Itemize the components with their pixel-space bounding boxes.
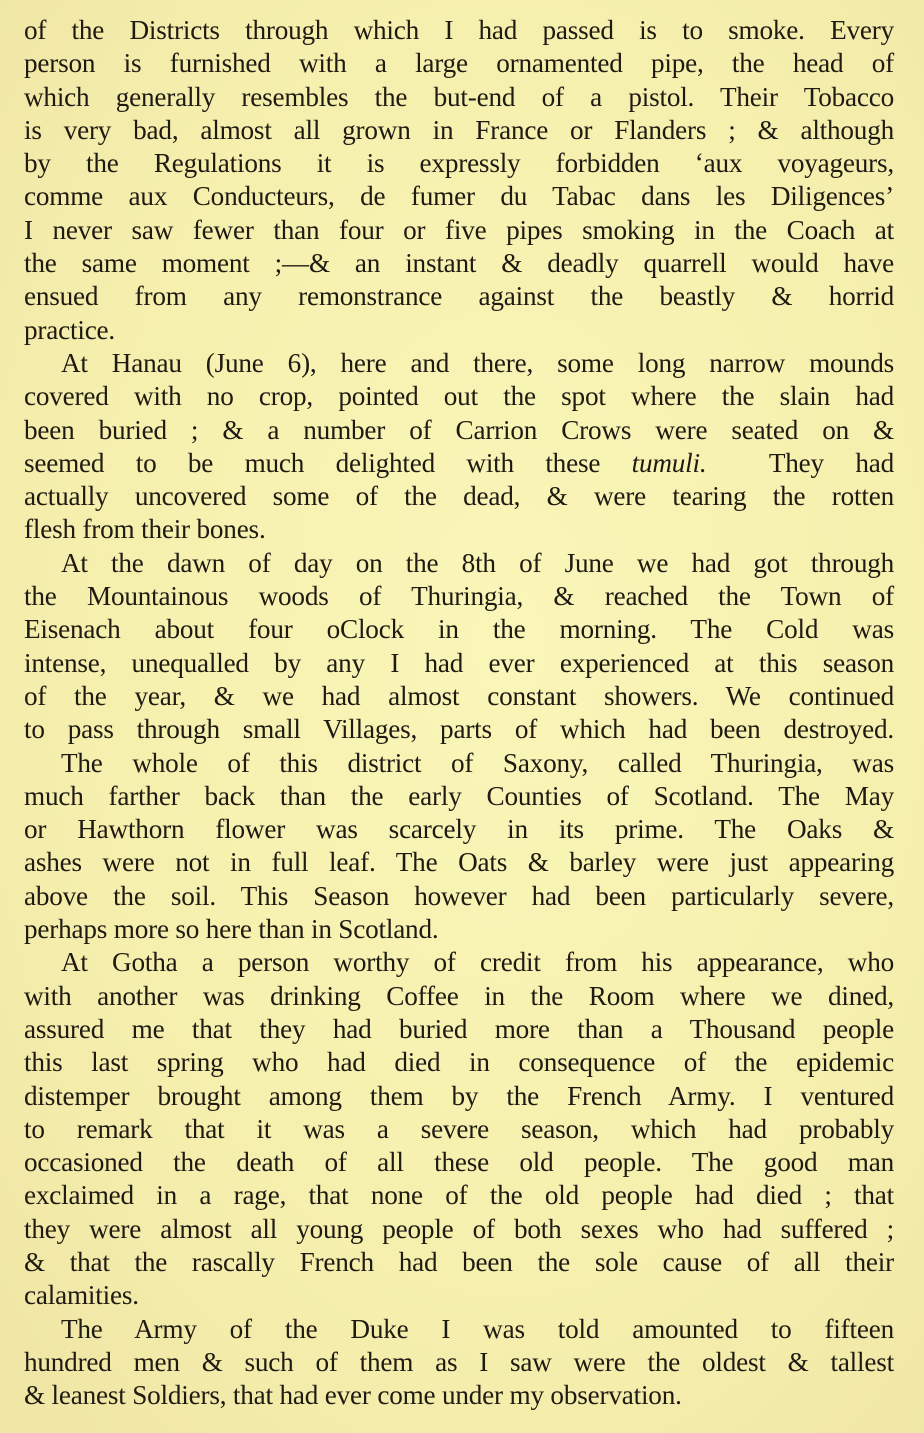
text-segment: seemed to be much delighted with these xyxy=(24,447,632,478)
italic-word: tumuli. xyxy=(631,447,707,478)
text-line: the Mountainous woods of Thuringia, & reached the Town of xyxy=(24,581,894,612)
paragraph xyxy=(24,946,894,1312)
text-line: they were almost all young people of both sexes who had suffered ; xyxy=(24,1213,894,1244)
text-line: assured me that they had buried more than a Thousand people xyxy=(24,1013,894,1044)
text-line: is very bad, almost all grown in France or Flanders ; & although xyxy=(24,114,894,145)
paragraph xyxy=(24,547,894,747)
text-line: this last spring who had died in consequence of the epidemic xyxy=(24,1047,894,1078)
text-line: occasioned the death of all these old people. The good man xyxy=(24,1147,894,1178)
text-line: hundred men & such of them as I saw were the oldest & tallest xyxy=(24,1346,894,1377)
text-line: The Army of the Duke I was told amounted to fifteen xyxy=(61,1313,894,1344)
text-line: perhaps more so here than in Scotland. xyxy=(24,914,439,945)
text-line: covered with no crop, pointed out the spot where the slain had xyxy=(24,381,894,412)
text-line: the same moment ;—& an instant & deadly quarrell would have xyxy=(24,248,894,279)
text-line: Eisenach about four oClock in the morning. The Cold was xyxy=(24,614,894,645)
text-line: above the soil. This Season however had been particularly severe, xyxy=(24,880,894,911)
paragraph xyxy=(24,1313,894,1413)
text-line: ashes were not in full leaf. The Oats & barley were just appearing xyxy=(24,847,894,878)
text-line: flesh from their bones. xyxy=(24,514,266,545)
text-line: with another was drinking Coffee in the Room where we dined, xyxy=(24,980,894,1011)
text-segment: They had xyxy=(706,447,894,478)
text-line: to pass through small Villages, parts of which had been destroyed. xyxy=(24,714,894,745)
paragraph xyxy=(24,14,894,347)
text-line: to remark that it was a severe season, which had probably xyxy=(24,1113,894,1144)
text-line: distemper brought among them by the French Army. I ventured xyxy=(24,1080,894,1111)
text-line: calamities. xyxy=(24,1280,139,1311)
text-line: I never saw fewer than four or five pipes smoking in the Coach at xyxy=(24,214,894,245)
document-page xyxy=(24,14,894,1412)
text-line: practice. xyxy=(24,314,116,345)
text-line: comme aux Conducteurs, de fumer du Tabac dans les Diligences’ xyxy=(24,181,894,212)
text-line: The whole of this district of Saxony, called Thuringia, was xyxy=(61,747,894,778)
text-line: exclaimed in a rage, that none of the old people had died ; that xyxy=(24,1180,894,1211)
text-line: At Hanau (June 6), here and there, some long narrow mounds xyxy=(61,347,894,378)
text-line: At the dawn of day on the 8th of June we had got through xyxy=(61,547,894,578)
text-line: intense, unequalled by any I had ever experienced at this season xyxy=(24,647,894,678)
paragraph xyxy=(24,747,894,947)
text-line xyxy=(24,447,894,480)
text-line: of the year, & we had almost constant showers. We continued xyxy=(24,680,894,711)
text-line: much farther back than the early Counties of Scotland. The May xyxy=(24,780,894,811)
text-line: & that the rascally French had been the sole cause of all their xyxy=(24,1246,894,1277)
text-line: by the Regulations it is expressly forbidden ‘aux voyageurs, xyxy=(24,148,894,179)
text-line: or Hawthorn flower was scarcely in its prime. The Oaks & xyxy=(24,814,894,845)
text-line: which generally resembles the but-end of a pistol. Their Tobacco xyxy=(24,81,894,112)
text-line: ensued from any remonstrance against the beastly & horrid xyxy=(24,281,894,312)
text-line: actually uncovered some of the dead, & were tearing the rotten xyxy=(24,481,894,512)
paragraph xyxy=(24,347,894,547)
text-line: been buried ; & a number of Carrion Crows were seated on & xyxy=(24,414,894,445)
text-line: & leanest Soldiers, that had ever come under my observation. xyxy=(24,1380,682,1411)
text-line: person is furnished with a large ornamented pipe, the head of xyxy=(24,48,894,79)
text-line: of the Districts through which I had passed is to smoke. Every xyxy=(24,15,894,45)
text-line: At Gotha a person worthy of credit from his appearance, who xyxy=(61,947,894,978)
